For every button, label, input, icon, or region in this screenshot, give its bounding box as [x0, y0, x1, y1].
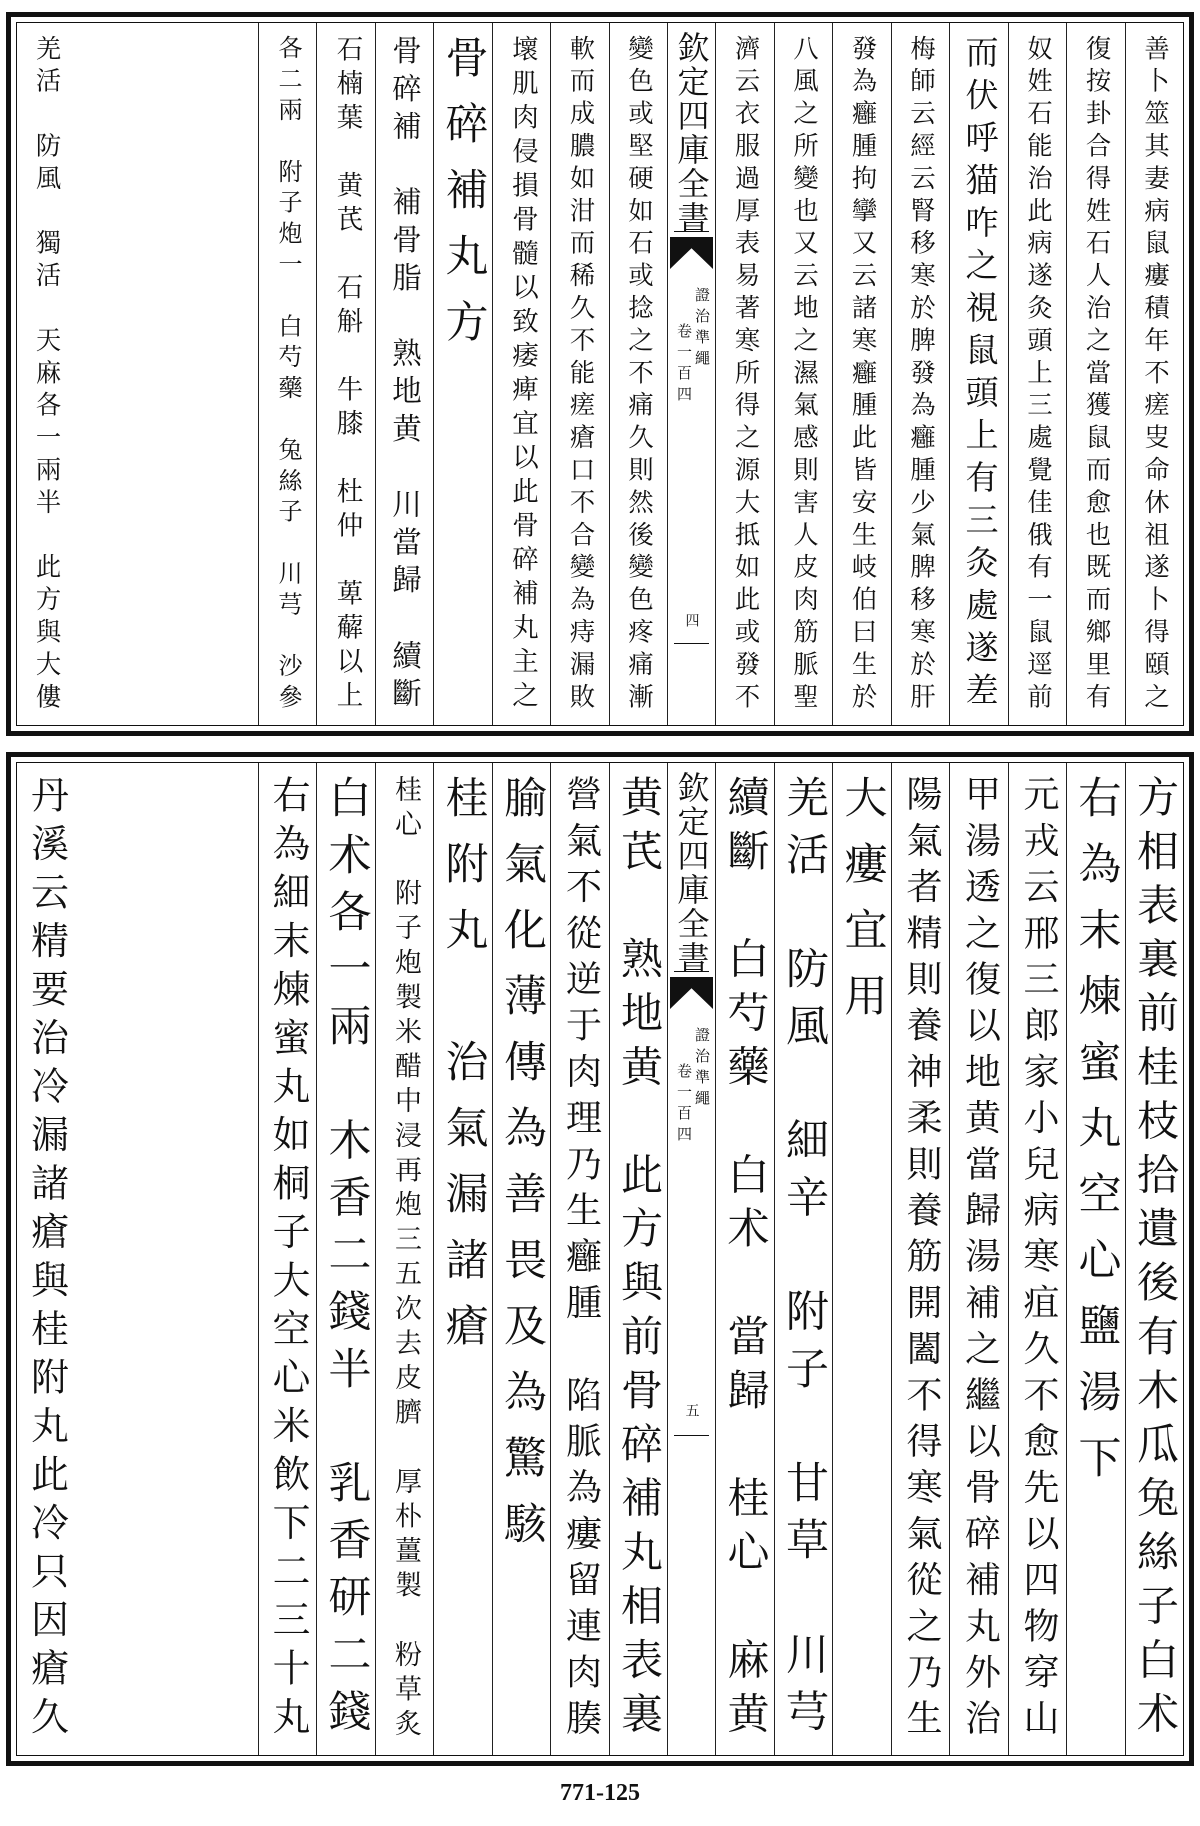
center-book-name: 證治準繩 [693, 287, 711, 371]
text-column [715, 763, 774, 1755]
text-column [316, 23, 375, 725]
column-text: 羌活 防風 獨活 天麻各一兩半 此方與大僂 [32, 35, 62, 716]
text-column [316, 763, 375, 1755]
text-column [949, 763, 1008, 1755]
column-text: 壞肌肉侵損骨髓以致痿痺宜以此骨碎補丸主之 [507, 35, 538, 715]
column-text: 續斷 白芍藥 白术 當歸 桂心 麻黄 [721, 775, 771, 1746]
center-title: 欽定四庫全書 [672, 771, 711, 975]
text-column [949, 23, 1008, 725]
center-volume: 卷一百四 [675, 1063, 693, 1147]
text-column [375, 23, 434, 725]
column-text: 右為細末煉蜜丸如桐子大空心米飲下二三十丸 [266, 775, 310, 1745]
text-column [550, 763, 609, 1755]
column-text: 而伏呼猫咋之視鼠頭上有三灸處遂差 [960, 35, 1000, 715]
text-column [609, 763, 668, 1755]
column-text: 各二兩 附子炮一 白芍藥 兔絲子 川芎 沙參 [274, 35, 302, 715]
column-text: 奴姓石能治此病遂灸頭上三處覺佳俄有一鼠逕前 [1024, 35, 1053, 716]
column-text: 軟而成膿如泔而稀久不能瘥瘡口不合變為痔漏敗 [566, 35, 596, 716]
text-column [17, 763, 258, 1755]
text-column [715, 23, 774, 725]
text-column [375, 763, 434, 1755]
column-text: 丹溪云精要治冷漏諸瘡與桂附丸此冷只因瘡久 [24, 775, 69, 1745]
text-column [1008, 763, 1067, 1755]
text-column [258, 23, 317, 725]
fish-tail-line [674, 643, 709, 644]
text-column [258, 763, 317, 1755]
center-title: 欽定四庫全書 [672, 31, 711, 235]
column-text: 骨碎補 補骨脂 熟地黄 川當歸 續斷 [388, 35, 422, 716]
column-text: 營氣不從逆于肉理乃生癰腫 陷脈為瘻留連肉腠 [560, 775, 602, 1746]
text-column [1066, 23, 1125, 725]
center-fold-column [667, 23, 715, 725]
text-column [433, 23, 492, 725]
fish-tail-line [674, 1435, 709, 1436]
column-text: 羌活 防風 細辛 附子 甘草 川芎 [779, 775, 829, 1746]
center-page-number: 四 [683, 613, 700, 627]
column-text: 方相表裏前桂枝拾遺後有木瓜兔絲子白术 [1131, 775, 1180, 1746]
text-column [774, 23, 833, 725]
text-column [492, 763, 551, 1755]
text-column [832, 23, 891, 725]
text-column [433, 763, 492, 1755]
column-text: 變色或堅硬如石或捻之不痛久則然後變色疼痛漸 [625, 35, 654, 716]
text-column [1125, 23, 1184, 725]
column-text: 發為癰腫拘攣又云諸寒癰腫此皆安生岐伯曰生於 [848, 35, 878, 716]
fish-tail-line [674, 231, 709, 232]
column-text: 黄芪 熟地黄 此方與前骨碎補丸相表裏 [615, 775, 664, 1746]
text-columns-lower [17, 763, 1183, 1755]
text-column [17, 23, 258, 725]
column-text: 善卜筮其妻病鼠瘻積年不瘥㕜命休祖遂卜得頤之 [1141, 35, 1170, 716]
column-text: 甲湯透之復以地黄當歸湯補之繼以骨碎補丸外治 [959, 775, 1001, 1746]
page-upper [6, 12, 1194, 736]
center-page-number: 五 [683, 1403, 700, 1417]
column-text: 骨碎補丸方 [438, 35, 489, 365]
text-column [1008, 23, 1067, 725]
column-text: 八風之所變也又云地之濕氣感則害人皮肉筋脈聖 [790, 35, 819, 716]
text-column [492, 23, 551, 725]
text-column [774, 763, 833, 1755]
center-fold-column [667, 763, 715, 1755]
column-text: 大瘻宜用 [837, 775, 888, 1039]
fish-tail-line [674, 971, 709, 972]
center-volume: 卷一百四 [675, 323, 693, 407]
text-column [832, 763, 891, 1755]
column-text: 陽氣者精則養神柔則養筋開闔不得寒氣從之乃生 [901, 775, 942, 1746]
text-column [1066, 763, 1125, 1755]
column-text: 元戎云邢三郎家小兒病寒疽久不愈先以四物穿山 [1018, 775, 1059, 1746]
column-text: 桂附丸 治氣漏諸瘡 [438, 775, 489, 1369]
column-text: 桂心 附子炮製米醋中浸再炮三五次去皮臍 厚朴薑製 粉草炙 [390, 775, 421, 1744]
text-column [891, 23, 950, 725]
column-text: 右為末煉蜜丸空心鹽湯下 [1071, 775, 1122, 1501]
column-text: 石楠葉 黄芪 石斛 牛膝 杜仲 萆薢以上 [331, 35, 363, 715]
column-text: 梅師云經云腎移寒於脾發為癰腫少氣脾移寒於肝 [907, 35, 936, 716]
page-lower [6, 752, 1194, 1766]
fish-tail-mark [670, 237, 713, 269]
column-text: 腧氣化薄傳為善畏及為驚駭 [497, 775, 547, 1567]
text-column [891, 763, 950, 1755]
text-columns-upper [17, 23, 1183, 725]
column-text: 復按卦合得姓石人治之當獲鼠而愈也既而鄉里有 [1082, 35, 1112, 716]
text-column [609, 23, 668, 725]
fish-tail-mark [670, 977, 713, 1009]
column-text: 白术各一兩 木香二錢半 乳香研二錢 [321, 775, 372, 1746]
text-column [550, 23, 609, 725]
column-text: 濟云衣服過厚表易著寒所得之源大抵如此或發不 [731, 35, 761, 716]
text-column [1125, 763, 1184, 1755]
center-book-name: 證治準繩 [693, 1027, 711, 1111]
page-footer-number: 771-125 [560, 1780, 640, 1806]
